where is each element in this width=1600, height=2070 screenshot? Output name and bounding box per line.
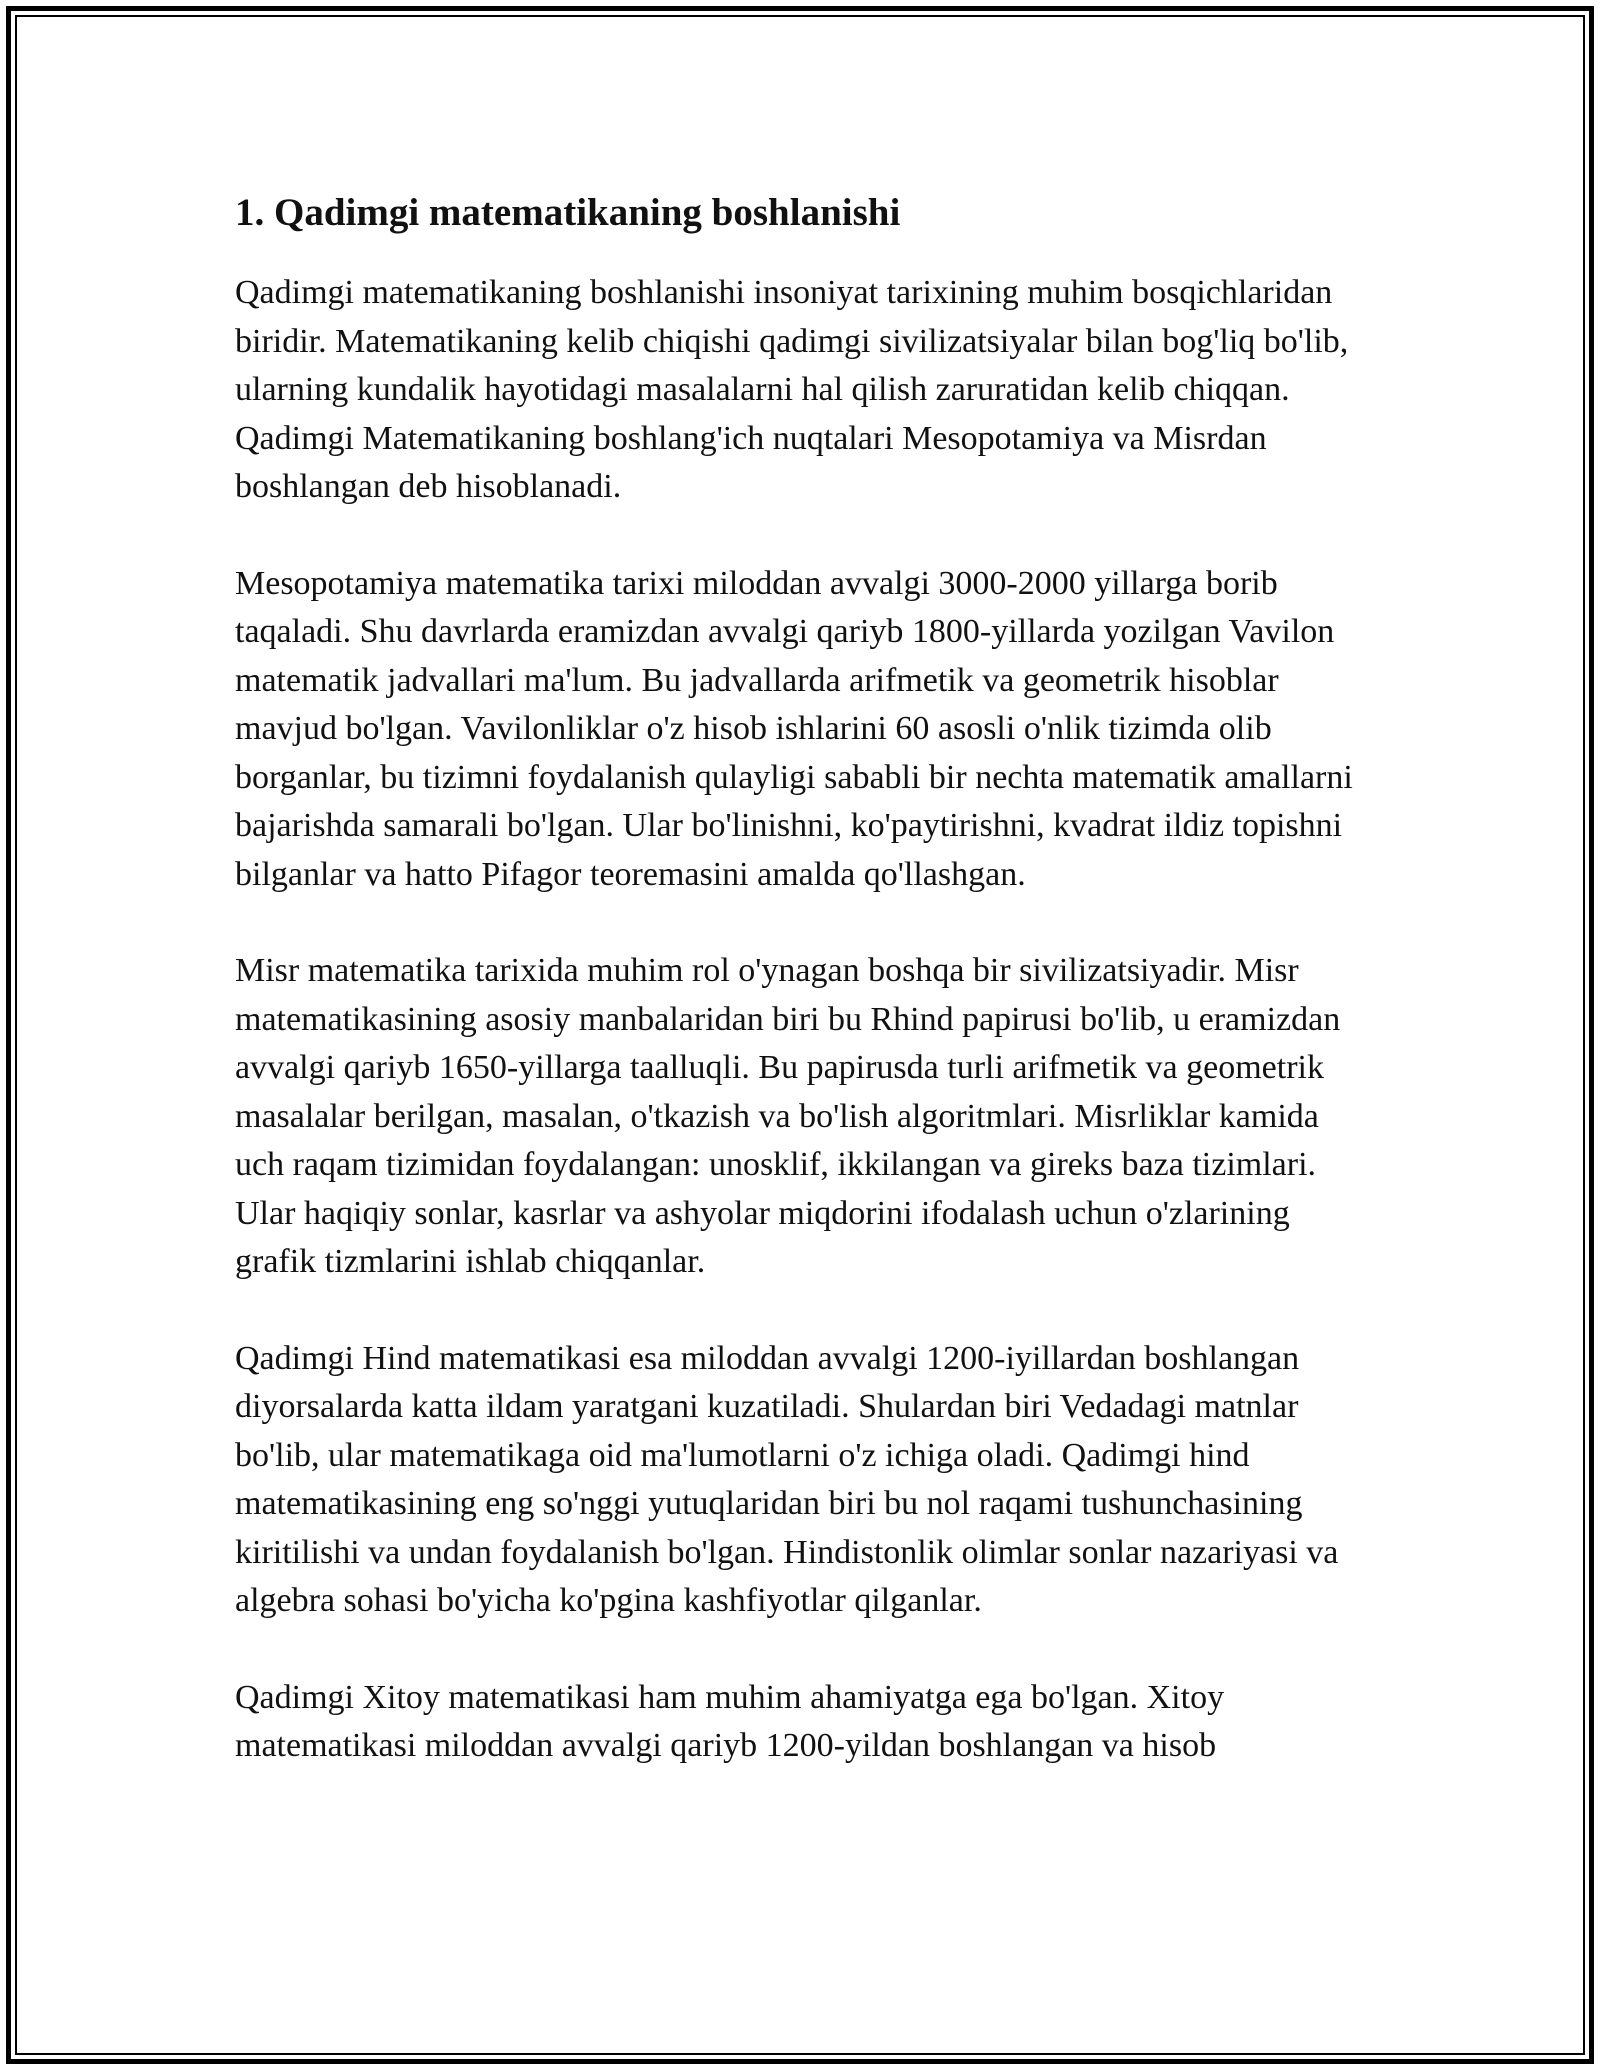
- paragraph-india: Qadimgi Hind matematikasi esa miloddan avvalgi 1200-iyillardan boshlangan diyorsalarda katta ildam yaratgani kuzatiladi. Shulardan biri Vedadagi matnlar bo'lib, ular matematikaga oid ma'lumotlarni o'z ichiga oladi. Qadimgi hind matematikasining eng so'nggi yutuqlaridan biri bu nol raqami tushunchasining kiritilishi va undan foydalanish bo'lgan. Hindistonlik olimlar sonlar nazariyasi va algebra sohasi bo'yicha ko'pgina kashfiyotlar qilganlar.: [235, 1339, 1339, 1619]
- paragraph-introduction: Qadimgi matematikaning boshlanishi insoniyat tarixining muhim bosqichlaridan biridir. Matematikaning kelib chiqishi qadimgi sivilizatsiyalar bilan bog'liq bo'lib, ularning kundalik hayotidagi masalalarni hal qilish zaruratidan kelib chiqqan. Qadimgi Matematikaning boshlang'ich nuqtalari Mesopotamiya va Misrdan boshlangan deb hisoblanadi.: [235, 274, 1349, 505]
- paragraph-mesopotamia: Mesopotamiya matematika tarixi miloddan avvalgi 3000-2000 yillarga borib taqaladi. Shu davrlarda eramizdan avvalgi qariyb 1800-yillarda yozilgan Vavilon matematik jadvallari ma'lum. Bu jadvallarda arifmetik va geometrik hisoblar mavjud bo'lgan. Vavilonliklar o'z hisob ishlarini 60 asosli o'nlik tizimda olib borganlar, bu tizimni foydalanish qulayligi sababli bir nechta matematik amallarni bajarishda samarali bo'lgan. Ular bo'linishni, ko'paytirishni, kvadrat ildiz topishni bilganlar va hatto Pifagor teoremasini amalda qo'llashgan.: [235, 564, 1353, 893]
- paragraph-china: Qadimgi Xitoy matematikasi ham muhim ahamiyatga ega bo'lgan. Xitoy matematikasi miloddan avvalgi qariyb 1200-yildan boshlangan va hisob: [235, 1678, 1225, 1764]
- paragraph-egypt: Misr matematika tarixida muhim rol o'ynagan boshqa bir sivilizatsiyadir. Misr matematikasining asosiy manbalaridan biri bu Rhind papirusi bo'lib, u eramizdan avvalgi qariyb 1650-yillarga taalluqli. Bu papirusda turli arifmetik va geometrik masalalar berilgan, masalan, o'tkazish va bo'lish algoritmlari. Misrliklar kamida uch raqam tizimidan foydalangan: unosklif, ikkilangan va gireks baza tizimlari. Ular haqiqiy sonlar, kasrlar va ashyolar miqdorini ifodalash uchun o'zlarining grafik tizmlarini ishlab chiqqanlar.: [235, 952, 1341, 1280]
- section-heading: 1. Qadimgi matematikaning boshlanishi: [235, 191, 901, 234]
- document-body: [235, 187, 1370, 1819]
